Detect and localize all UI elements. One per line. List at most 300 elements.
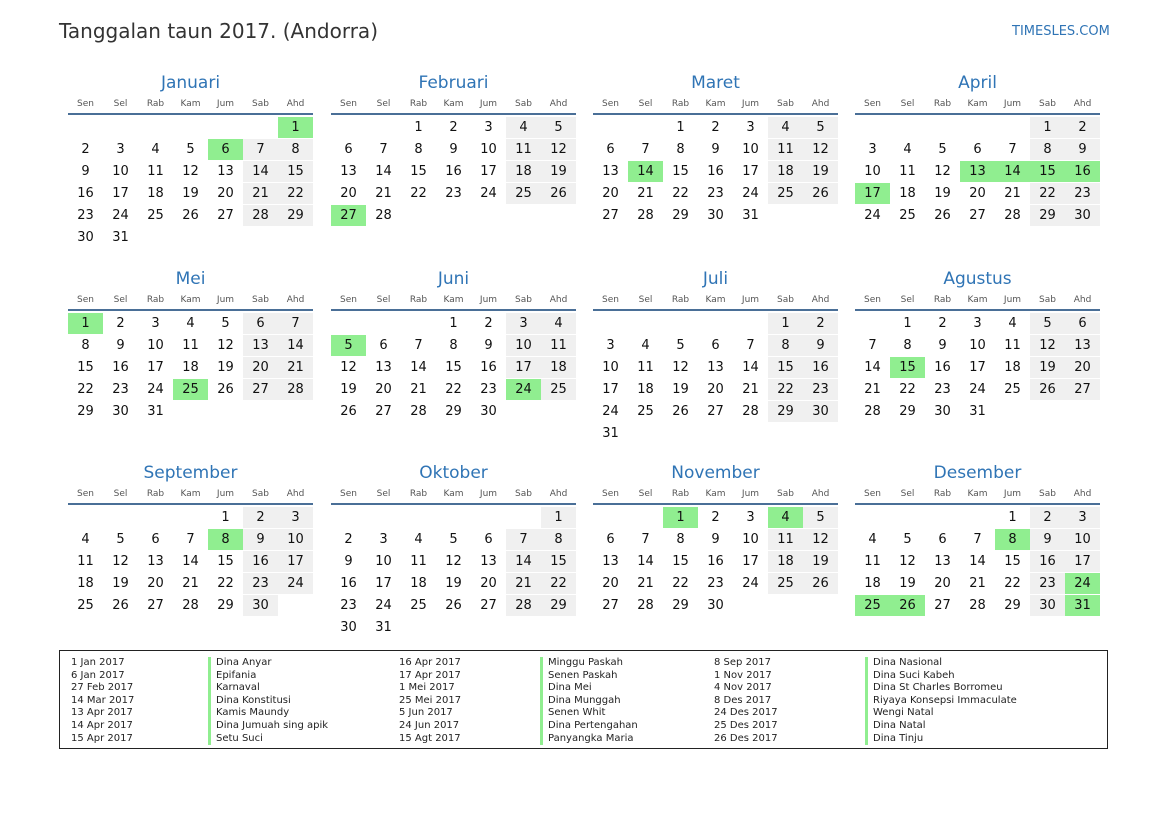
- empty-cell: [541, 617, 576, 638]
- holiday-name: Karnaval: [208, 682, 328, 695]
- day-cell: 30: [480, 404, 497, 419]
- week-row: [331, 117, 576, 139]
- day-cell: 25: [506, 183, 541, 204]
- empty-cell: [243, 401, 278, 422]
- day-cell: 20: [707, 382, 724, 397]
- weekday-label: Kam: [443, 295, 464, 305]
- week-row: [331, 379, 576, 401]
- day-cell: 1: [221, 510, 230, 525]
- empty-cell: [803, 423, 838, 444]
- weekday-label: Jum: [479, 99, 498, 109]
- day-cell: 24: [742, 186, 759, 201]
- weekday-header: [331, 292, 576, 309]
- day-cell: 3: [606, 338, 615, 353]
- weekday-label: Kam: [180, 295, 201, 305]
- day-cell: 28: [742, 404, 759, 419]
- day-cell: 16: [1065, 161, 1100, 182]
- holiday-date: 8 Des 2017: [714, 694, 772, 706]
- day-cell: 24: [742, 576, 759, 591]
- empty-cell: [628, 117, 663, 138]
- month-desember: [855, 462, 1100, 617]
- month-februari: [331, 72, 576, 227]
- day-cell: 20: [147, 576, 164, 591]
- day-cell: 5: [676, 338, 685, 353]
- day-cell: 4: [541, 313, 576, 334]
- empty-cell: [890, 507, 925, 528]
- day-cell: 1: [676, 120, 685, 135]
- day-cell: 16: [480, 360, 497, 375]
- legend-names-3: [865, 657, 1017, 745]
- holiday-name: Panyangka Maria: [540, 733, 638, 746]
- week-row: [331, 401, 576, 423]
- day-cell: 1: [68, 313, 103, 334]
- weekday-header: [331, 96, 576, 113]
- holiday-name: Setu Suci: [208, 733, 328, 746]
- weekday-label: Ahd: [1073, 295, 1092, 305]
- day-cell: 13: [960, 161, 995, 182]
- day-cell: 31: [742, 208, 759, 223]
- day-cell: 2: [1065, 117, 1100, 138]
- weekday-label: Ahd: [811, 295, 830, 305]
- day-cell: 30: [243, 595, 278, 616]
- day-cell: 18: [541, 357, 576, 378]
- day-cell: 14: [410, 360, 427, 375]
- day-cell: 7: [641, 532, 650, 547]
- empty-cell: [855, 117, 890, 138]
- header-divider: [593, 113, 838, 115]
- day-cell: 29: [1004, 598, 1021, 613]
- weekday-header: [593, 96, 838, 113]
- weekday-label: Rab: [933, 99, 952, 109]
- day-cell: 14: [864, 360, 881, 375]
- holiday-name: Dina Jumuah sing apik: [208, 720, 328, 733]
- day-cell: 24: [375, 598, 392, 613]
- empty-cell: [506, 205, 541, 226]
- day-cell: 1: [1008, 510, 1017, 525]
- empty-cell: [960, 507, 995, 528]
- weekday-label: Sel: [638, 295, 653, 305]
- empty-cell: [733, 595, 768, 616]
- weekday-label: Sab: [1039, 99, 1056, 109]
- weekday-label: Rab: [671, 99, 690, 109]
- day-cell: 14: [995, 161, 1030, 182]
- day-cell: 12: [672, 360, 689, 375]
- day-cell: 24: [480, 186, 497, 201]
- day-cell: 3: [746, 120, 755, 135]
- empty-cell: [366, 313, 401, 334]
- holiday-date: 24 Des 2017: [714, 707, 778, 719]
- month-juni: [331, 268, 576, 423]
- day-cell: 26: [803, 573, 838, 594]
- day-cell: 4: [868, 532, 877, 547]
- weekday-header: [855, 292, 1100, 309]
- weekday-label: Sab: [1039, 489, 1056, 499]
- weekday-label: Ahd: [549, 295, 568, 305]
- holiday-date: 14 Mar 2017: [71, 694, 135, 706]
- day-cell: 8: [676, 532, 685, 547]
- day-cell: 22: [410, 186, 427, 201]
- day-cell: 23: [1065, 183, 1100, 204]
- holiday-name: Wengi Natal: [865, 707, 1017, 720]
- week-row: [68, 205, 313, 227]
- day-cell: 11: [410, 554, 427, 569]
- day-cell: 20: [602, 576, 619, 591]
- empty-cell: [103, 117, 138, 138]
- day-cell: 15: [217, 554, 234, 569]
- weekday-label: Sel: [900, 489, 915, 499]
- day-cell: 23: [77, 208, 94, 223]
- day-cell: 29: [672, 598, 689, 613]
- day-cell: 23: [480, 382, 497, 397]
- day-cell: 17: [742, 554, 759, 569]
- day-cell: 10: [112, 164, 129, 179]
- day-cell: 19: [112, 576, 129, 591]
- empty-cell: [855, 313, 890, 334]
- day-cell: 17: [375, 576, 392, 591]
- day-cell: 2: [803, 313, 838, 334]
- header-divider: [593, 309, 838, 311]
- day-cell: 26: [182, 208, 199, 223]
- day-cell: 30: [1030, 595, 1065, 616]
- day-cell: 10: [864, 164, 881, 179]
- day-cell: 16: [1030, 551, 1065, 572]
- week-row: [593, 401, 838, 423]
- weekday-label: Rab: [146, 99, 165, 109]
- day-cell: 18: [506, 161, 541, 182]
- day-cell: 15: [541, 551, 576, 572]
- weekday-label: Ahd: [549, 99, 568, 109]
- empty-cell: [855, 507, 890, 528]
- day-cell: 11: [864, 554, 881, 569]
- holiday-name: Dina Natal: [865, 720, 1017, 733]
- day-cell: 12: [803, 139, 838, 160]
- weekday-label: Jum: [216, 99, 235, 109]
- day-cell: 2: [484, 316, 493, 331]
- day-cell: 10: [742, 532, 759, 547]
- week-row: [68, 227, 313, 249]
- day-cell: 30: [803, 401, 838, 422]
- week-row: [593, 205, 838, 227]
- day-cell: 2: [81, 142, 90, 157]
- weekday-label: Rab: [671, 295, 690, 305]
- day-cell: 12: [112, 554, 129, 569]
- day-cell: 23: [112, 382, 129, 397]
- empty-cell: [628, 423, 663, 444]
- day-cell: 14: [742, 360, 759, 375]
- day-cell: 20: [375, 382, 392, 397]
- day-cell: 8: [541, 529, 576, 550]
- empty-cell: [925, 507, 960, 528]
- empty-cell: [173, 117, 208, 138]
- day-cell: 7: [641, 142, 650, 157]
- day-cell: 21: [969, 576, 986, 591]
- weekday-label: Sel: [376, 489, 391, 499]
- day-cell: 23: [707, 186, 724, 201]
- month-juli: [593, 268, 838, 445]
- day-cell: 30: [707, 208, 724, 223]
- weekday-label: Kam: [443, 99, 464, 109]
- day-cell: 10: [480, 142, 497, 157]
- day-cell: 9: [803, 335, 838, 356]
- day-cell: 8: [676, 142, 685, 157]
- day-cell: 25: [541, 379, 576, 400]
- empty-cell: [401, 507, 436, 528]
- week-row: [331, 183, 576, 205]
- week-row: [593, 357, 838, 379]
- day-cell: 12: [340, 360, 357, 375]
- day-cell: 2: [1030, 507, 1065, 528]
- day-cell: 13: [602, 554, 619, 569]
- week-row: [593, 183, 838, 205]
- day-cell: 9: [81, 164, 90, 179]
- day-cell: 19: [803, 161, 838, 182]
- day-cell: 6: [938, 532, 947, 547]
- day-cell: 3: [116, 142, 125, 157]
- day-cell: 7: [1008, 142, 1017, 157]
- empty-cell: [960, 117, 995, 138]
- empty-cell: [733, 423, 768, 444]
- empty-cell: [628, 507, 663, 528]
- header-divider: [331, 309, 576, 311]
- weekday-label: Rab: [146, 295, 165, 305]
- weekday-label: Sel: [113, 295, 128, 305]
- day-cell: 14: [637, 554, 654, 569]
- day-cell: 17: [742, 164, 759, 179]
- weekday-label: Ahd: [286, 489, 305, 499]
- empty-cell: [925, 117, 960, 138]
- day-cell: 15: [278, 161, 313, 182]
- day-cell: 7: [379, 142, 388, 157]
- day-cell: 15: [890, 357, 925, 378]
- weekday-label: Kam: [705, 295, 726, 305]
- day-cell: 16: [112, 360, 129, 375]
- month-title: Juli: [702, 269, 729, 289]
- week-row: [855, 507, 1100, 529]
- day-cell: 5: [903, 532, 912, 547]
- day-cell: 25: [899, 208, 916, 223]
- day-cell: 22: [899, 382, 916, 397]
- empty-cell: [208, 227, 243, 248]
- month-mei: [68, 268, 313, 423]
- empty-cell: [436, 205, 471, 226]
- page-title: Tanggalan taun 2017. (Andorra): [59, 19, 378, 43]
- day-cell: 12: [1030, 335, 1065, 356]
- header-divider: [593, 503, 838, 505]
- day-cell: 30: [707, 598, 724, 613]
- empty-cell: [471, 205, 506, 226]
- empty-cell: [243, 227, 278, 248]
- day-cell: 31: [969, 404, 986, 419]
- week-row: [331, 595, 576, 617]
- week-row: [593, 573, 838, 595]
- day-cell: 24: [1065, 573, 1100, 594]
- day-cell: 12: [899, 554, 916, 569]
- day-cell: 1: [663, 507, 698, 528]
- week-row: [593, 379, 838, 401]
- day-cell: 14: [628, 161, 663, 182]
- day-cell: 3: [1065, 507, 1100, 528]
- day-cell: 17: [855, 183, 890, 204]
- weekday-label: Jum: [741, 295, 760, 305]
- weekday-header: [68, 486, 313, 503]
- weekday-label: Sab: [777, 489, 794, 499]
- holiday-date: 24 Jun 2017: [399, 719, 460, 731]
- week-row: [593, 551, 838, 573]
- month-september: [68, 462, 313, 617]
- empty-cell: [663, 423, 698, 444]
- empty-cell: [663, 313, 698, 334]
- day-cell: 23: [340, 598, 357, 613]
- weekday-label: Sen: [864, 99, 881, 109]
- week-row: [855, 313, 1100, 335]
- day-cell: 10: [742, 142, 759, 157]
- month-januari: [68, 72, 313, 249]
- day-cell: 11: [77, 554, 94, 569]
- weekday-label: Kam: [967, 295, 988, 305]
- holiday-name: Dina St Charles Borromeu: [865, 682, 1017, 695]
- month-title: Mei: [175, 269, 206, 289]
- holiday-name: Dina Suci Kabeh: [865, 670, 1017, 683]
- weekday-label: Sen: [340, 489, 357, 499]
- holiday-date: 25 Mei 2017: [399, 694, 462, 706]
- day-cell: 20: [243, 357, 278, 378]
- empty-cell: [138, 117, 173, 138]
- week-row: [68, 529, 313, 551]
- day-cell: 4: [151, 142, 160, 157]
- empty-cell: [366, 117, 401, 138]
- weekday-label: Sel: [113, 489, 128, 499]
- day-cell: 6: [973, 142, 982, 157]
- day-cell: 6: [711, 338, 720, 353]
- empty-cell: [331, 117, 366, 138]
- day-cell: 10: [602, 360, 619, 375]
- day-cell: 19: [934, 186, 951, 201]
- day-cell: 6: [484, 532, 493, 547]
- empty-cell: [436, 617, 471, 638]
- day-cell: 10: [278, 529, 313, 550]
- day-cell: 2: [243, 507, 278, 528]
- empty-cell: [278, 227, 313, 248]
- week-row: [331, 205, 576, 227]
- day-cell: 11: [768, 529, 803, 550]
- day-cell: 31: [375, 620, 392, 635]
- day-cell: 10: [1065, 529, 1100, 550]
- day-cell: 14: [375, 164, 392, 179]
- day-cell: 19: [1030, 357, 1065, 378]
- weekday-label: Sel: [638, 99, 653, 109]
- day-cell: 5: [803, 507, 838, 528]
- weekday-label: Jum: [479, 295, 498, 305]
- weekday-label: Jum: [741, 99, 760, 109]
- day-cell: 13: [707, 360, 724, 375]
- holiday-date: 14 Apr 2017: [71, 719, 133, 731]
- empty-cell: [628, 313, 663, 334]
- week-row: [855, 529, 1100, 551]
- empty-cell: [506, 617, 541, 638]
- day-cell: 6: [1065, 313, 1100, 334]
- empty-cell: [995, 401, 1030, 422]
- day-cell: 9: [344, 554, 353, 569]
- day-cell: 18: [1004, 360, 1021, 375]
- day-cell: 30: [340, 620, 357, 635]
- day-cell: 22: [768, 379, 803, 400]
- day-cell: 3: [484, 120, 493, 135]
- week-row: [593, 139, 838, 161]
- day-cell: 7: [506, 529, 541, 550]
- day-cell: 9: [1065, 139, 1100, 160]
- header-divider: [68, 503, 313, 505]
- day-cell: 22: [1004, 576, 1021, 591]
- empty-cell: [401, 313, 436, 334]
- empty-cell: [208, 401, 243, 422]
- week-row: [593, 313, 838, 335]
- week-row: [331, 529, 576, 551]
- day-cell: 21: [637, 186, 654, 201]
- day-cell: 29: [672, 208, 689, 223]
- week-row: [68, 573, 313, 595]
- day-cell: 4: [81, 532, 90, 547]
- weekday-label: Kam: [443, 489, 464, 499]
- day-cell: 17: [1065, 551, 1100, 572]
- month-title: Januari: [160, 73, 221, 93]
- day-cell: 4: [903, 142, 912, 157]
- day-cell: 28: [182, 598, 199, 613]
- day-cell: 28: [410, 404, 427, 419]
- empty-cell: [768, 205, 803, 226]
- day-cell: 9: [243, 529, 278, 550]
- day-cell: 15: [1030, 161, 1065, 182]
- weekday-label: Sel: [376, 295, 391, 305]
- weekday-label: Sab: [515, 489, 532, 499]
- week-row: [593, 161, 838, 183]
- day-cell: 7: [746, 338, 755, 353]
- day-cell: 8: [81, 338, 90, 353]
- holiday-name: Dina Nasional: [865, 657, 1017, 670]
- day-cell: 19: [541, 161, 576, 182]
- day-cell: 17: [969, 360, 986, 375]
- day-cell: 13: [147, 554, 164, 569]
- day-cell: 7: [278, 313, 313, 334]
- day-cell: 7: [186, 532, 195, 547]
- day-cell: 24: [112, 208, 129, 223]
- week-row: [68, 139, 313, 161]
- holiday-date: 6 Jan 2017: [71, 669, 125, 681]
- day-cell: 11: [1004, 338, 1021, 353]
- day-cell: 1: [903, 316, 912, 331]
- week-row: [855, 183, 1100, 205]
- day-cell: 19: [899, 576, 916, 591]
- day-cell: 13: [480, 554, 497, 569]
- day-cell: 4: [414, 532, 423, 547]
- day-cell: 23: [1030, 573, 1065, 594]
- day-cell: 23: [934, 382, 951, 397]
- weekday-label: Sab: [252, 295, 269, 305]
- weekday-header: [855, 96, 1100, 113]
- site-link[interactable]: TIMESLES.COM: [1012, 24, 1110, 39]
- day-cell: 1: [768, 313, 803, 334]
- day-cell: 23: [803, 379, 838, 400]
- holiday-legend: [59, 650, 1108, 749]
- weekday-label: Rab: [671, 489, 690, 499]
- day-cell: 31: [147, 404, 164, 419]
- week-row: [68, 117, 313, 139]
- day-cell: 26: [803, 183, 838, 204]
- empty-cell: [173, 507, 208, 528]
- day-cell: 3: [278, 507, 313, 528]
- day-cell: 6: [606, 142, 615, 157]
- day-cell: 15: [1004, 554, 1021, 569]
- day-cell: 15: [445, 360, 462, 375]
